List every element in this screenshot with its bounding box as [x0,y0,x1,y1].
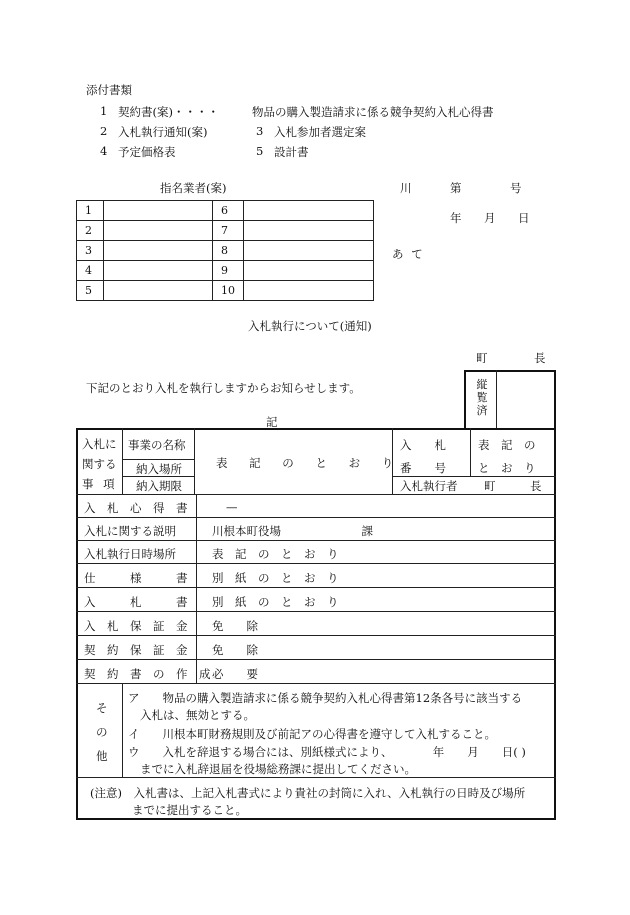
vendor-no: 4 [77,261,104,281]
other-line: 入札は、無効とする。 [140,708,255,722]
row-value: 免 除 [212,643,258,657]
vendor-cell [244,221,374,241]
vendor-no: 2 [77,221,104,241]
vendor-cell [104,241,213,261]
table-row [77,261,374,281]
attachment-no: 1 [100,104,108,118]
row-value: 別 紙 の と お り [212,595,339,609]
head-col1-line: 入札に [82,437,117,451]
delivery-deadline-label: 納入期限 [136,479,182,493]
table-row [77,201,374,221]
head-col1-line: 関する [82,457,117,471]
row-label: 入札に関する説明 [84,524,176,538]
table-row [77,221,374,241]
head-value: 表 記 の と お り [216,456,403,470]
other-line: ウ 入札を辞退する場合には、別紙様式により、 年 月 日( ) [128,745,526,759]
doc-number-prefix: 川 [400,181,412,195]
vendor-list-title: 指名業者(案) [160,181,227,195]
delivery-place-label: 納入場所 [136,462,182,476]
attachments-title: 添付書類 [86,83,132,97]
row-value: 必 要 [212,667,258,681]
row-value: — [226,500,238,514]
bid-no-value-top: 表 記 の [478,438,536,452]
row-label: 入 札 書 [84,595,188,609]
attachment-no: 3 [256,124,264,138]
table-row [77,241,374,261]
row-label: 契 約 書 の 作 成 [84,667,211,681]
head-col1-line: 事 項 [82,477,118,491]
other-line: までに入札辞退届を役場総務課に提出してください。 [140,762,416,776]
row-label: 入 札 心 得 書 [84,501,188,515]
intro-text: 下記のとおり入札を執行しますからお知らせします。 [86,381,361,395]
attachment-no: 5 [256,144,264,158]
attachment-label: 設計書 [274,145,309,159]
vendor-no: 7 [213,221,244,241]
subject-title: 入札執行について(通知) [248,319,372,333]
vendor-no: 8 [213,241,244,261]
table-row [77,281,374,301]
vendor-cell [244,281,374,301]
stamp-label: 縦覧済 [476,378,488,417]
vendor-table [76,200,374,301]
row-label: 入札執行日時場所 [84,547,176,561]
vendor-no: 10 [213,281,244,301]
vendor-no: 9 [213,261,244,281]
bid-no-value-bottom: と お り [478,461,536,475]
vendor-cell [244,241,374,261]
attachment-label: 契約書(案)・・・・ [118,105,219,119]
other-label: の [96,725,108,739]
vendor-no: 5 [77,281,104,301]
vendor-cell [244,261,374,281]
row-label: 入 札 保 証 金 [84,619,188,633]
attachment-label: 入札執行通知(案) [118,125,208,139]
other-label: 他 [96,749,108,763]
doc-number-dai: 第 [450,181,462,195]
vendor-cell [244,201,374,221]
row-value: 免 除 [212,619,258,633]
note-line: までに提出すること。 [132,803,247,817]
note-line: (注意) 入札書は、上記入札書式により貴社の封筒に入れ、入札執行の日時及び場所 [90,786,526,800]
attachment-no: 4 [100,144,108,158]
vendor-cell [104,221,213,241]
vendor-cell [104,201,213,221]
vendor-no: 6 [213,201,244,221]
vendor-no: 1 [77,201,104,221]
vendor-cell [104,281,213,301]
other-label: そ [96,701,108,715]
bid-no-label-top: 入 札 [400,438,446,452]
bid-no-label-bottom: 番 号 [400,461,446,475]
attachment-label: 予定価格表 [118,145,176,159]
attachment-no: 2 [100,124,108,138]
date-month: 月 [484,211,496,225]
attachment-label: 物品の購入製造請求に係る競争契約入札心得書 [252,105,494,119]
row-value: 表 記 の と お り [212,547,339,561]
vendor-cell [104,261,213,281]
other-line: ア 物品の購入製造請求に係る競争契約入札心得書第12条各号に該当する [128,691,523,705]
sender-chief: 長 [534,351,546,365]
sender-town: 町 [476,351,488,365]
attachment-label: 入札参加者選定案 [274,125,366,139]
stamp-divider [496,370,497,428]
ki-label: 記 [266,415,278,429]
other-line: イ 川根本町財務規則及び前記アの心得書を遵守して入札すること。 [128,727,496,741]
row-value: 別 紙 の と お り [212,571,339,585]
date-day: 日 [518,211,530,225]
doc-number-go: 号 [510,181,522,195]
project-name-label: 事業の名称 [128,438,186,452]
vendor-no: 3 [77,241,104,261]
row-label: 仕 様 書 [84,571,188,585]
addressee: あ て [392,247,425,261]
executor-value: 町 長 [484,479,542,493]
executor-label: 入札執行者 [400,479,458,493]
date-year: 年 [450,211,462,225]
row-value: 川根本町役場 課 [212,524,373,538]
row-label: 契 約 保 証 金 [84,643,188,657]
